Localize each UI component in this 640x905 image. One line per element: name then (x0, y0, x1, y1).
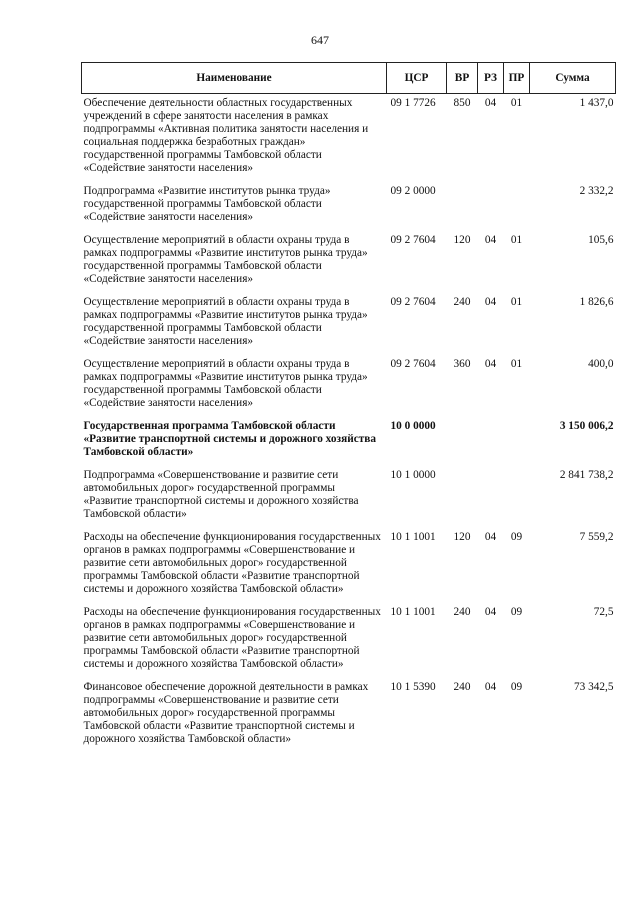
cell-rz (478, 469, 504, 531)
table-row (82, 358, 616, 420)
table-row (82, 531, 616, 606)
cell-sum: 1 437,0 (579, 97, 614, 109)
cell-csr: 10 1 0000 (390, 469, 436, 481)
header-name: Наименование (82, 63, 387, 94)
cell-sum: 2 332,2 (579, 185, 614, 197)
cell-csr: 10 0 0000 (390, 420, 436, 432)
cell-rz: 04 (484, 681, 497, 693)
table-row (82, 234, 616, 296)
cell-csr: 10 1 1001 (390, 606, 436, 618)
header-csr: ЦСР (387, 63, 447, 94)
cell-rz (478, 420, 504, 469)
cell-sum: 400,0 (588, 358, 614, 370)
cell-csr: 10 1 1001 (390, 531, 436, 543)
cell-name: Подпрограмма «Совершенствование и развитие сети автомобильных дорог» государственной программы «Развитие транспортной системы и дорожного хозяйства Тамбовской области» (83, 469, 359, 520)
budget-table (81, 62, 616, 756)
header-pr: ПР (504, 63, 530, 94)
cell-pr (504, 185, 530, 234)
cell-rz: 04 (484, 234, 497, 246)
cell-pr: 01 (510, 234, 523, 246)
cell-csr: 09 2 7604 (390, 234, 436, 246)
cell-name: Финансовое обеспечение дорожной деятельности в рамках подпрограммы «Совершенствование и развитие сети автомобильных дорог» государственной программы Тамбовской области «Развитие транспортной системы и дорожного хозяйства Тамбовской области» (83, 681, 369, 745)
cell-vr: 850 (453, 97, 471, 109)
table-row (82, 296, 616, 358)
cell-csr: 09 2 7604 (390, 296, 436, 308)
cell-pr (504, 469, 530, 531)
table-row (82, 420, 616, 469)
cell-vr: 120 (453, 234, 471, 246)
cell-rz (478, 185, 504, 234)
cell-name: Обеспечение деятельности областных государственных учреждений в сфере занятости населения в рамках подпрограммы «Активная политика занятости населения и социальная поддержка безработных граждан» государственной программы Тамбовской области «Содействие занятости населения» (83, 97, 369, 174)
cell-sum: 3 150 006,2 (559, 420, 614, 432)
cell-pr: 09 (510, 606, 523, 618)
cell-csr: 09 2 7604 (390, 358, 436, 370)
cell-sum: 1 826,6 (579, 296, 614, 308)
table-row (82, 606, 616, 681)
header-sum: Сумма (530, 63, 616, 94)
cell-name: Подпрограмма «Развитие институтов рынка труда» государственной программы Тамбовской области «Содействие занятости населения» (83, 185, 331, 223)
cell-pr: 01 (510, 296, 523, 308)
cell-rz: 04 (484, 606, 497, 618)
table-body (82, 94, 616, 757)
cell-csr: 10 1 5390 (390, 681, 436, 693)
cell-rz: 04 (484, 296, 497, 308)
cell-vr: 240 (453, 681, 471, 693)
cell-vr (447, 420, 478, 469)
cell-name: Расходы на обеспечение функционирования государственных органов в рамках подпрограммы «Совершенствование и развитие сети автомобильных дорог» государственной программы Тамбовской области «Развитие транспортной системы и дорожного хозяйства Тамбовской области» (83, 531, 381, 595)
cell-pr (504, 420, 530, 469)
cell-pr: 09 (510, 531, 523, 543)
table-row (82, 185, 616, 234)
cell-vr: 240 (453, 296, 471, 308)
cell-pr: 09 (510, 681, 523, 693)
cell-name: Расходы на обеспечение функционирования государственных органов в рамках подпрограммы «Совершенствование и развитие сети автомобильных дорог» государственной программы Тамбовской области «Развитие транспортной системы и дорожного хозяйства Тамбовской области» (83, 606, 381, 670)
cell-rz: 04 (484, 531, 497, 543)
table-row (82, 469, 616, 531)
cell-pr: 01 (510, 358, 523, 370)
cell-sum: 72,5 (593, 606, 614, 618)
cell-pr: 01 (510, 97, 523, 109)
cell-name: Государственная программа Тамбовской области «Развитие транспортной системы и дорожного хозяйства Тамбовской области» (83, 420, 377, 458)
cell-rz: 04 (484, 358, 497, 370)
cell-sum: 7 559,2 (579, 531, 614, 543)
cell-vr: 120 (453, 531, 471, 543)
cell-csr: 09 1 7726 (390, 97, 436, 109)
cell-sum: 2 841 738,2 (559, 469, 614, 481)
cell-name: Осуществление мероприятий в области охраны труда в рамках подпрограммы «Развитие институтов рынка труда» государственной программы Тамбовской области «Содействие занятости населения» (83, 296, 368, 347)
cell-vr (447, 185, 478, 234)
page-number: 647 (311, 33, 329, 47)
header-rz: РЗ (478, 63, 504, 94)
cell-rz: 04 (484, 97, 497, 109)
cell-name: Осуществление мероприятий в области охраны труда в рамках подпрограммы «Развитие институтов рынка труда» государственной программы Тамбовской области «Содействие занятости населения» (83, 358, 368, 409)
cell-name: Осуществление мероприятий в области охраны труда в рамках подпрограммы «Развитие институтов рынка труда» государственной программы Тамбовской области «Содействие занятости населения» (83, 234, 368, 285)
cell-sum: 73 342,5 (573, 681, 614, 693)
cell-sum: 105,6 (588, 234, 614, 246)
cell-vr (447, 469, 478, 531)
table-row (82, 94, 616, 186)
cell-csr: 09 2 0000 (390, 185, 436, 197)
cell-vr: 240 (453, 606, 471, 618)
cell-vr: 360 (453, 358, 471, 370)
table-header-row (82, 63, 616, 94)
table-row (82, 681, 616, 756)
header-vr: ВР (447, 63, 478, 94)
